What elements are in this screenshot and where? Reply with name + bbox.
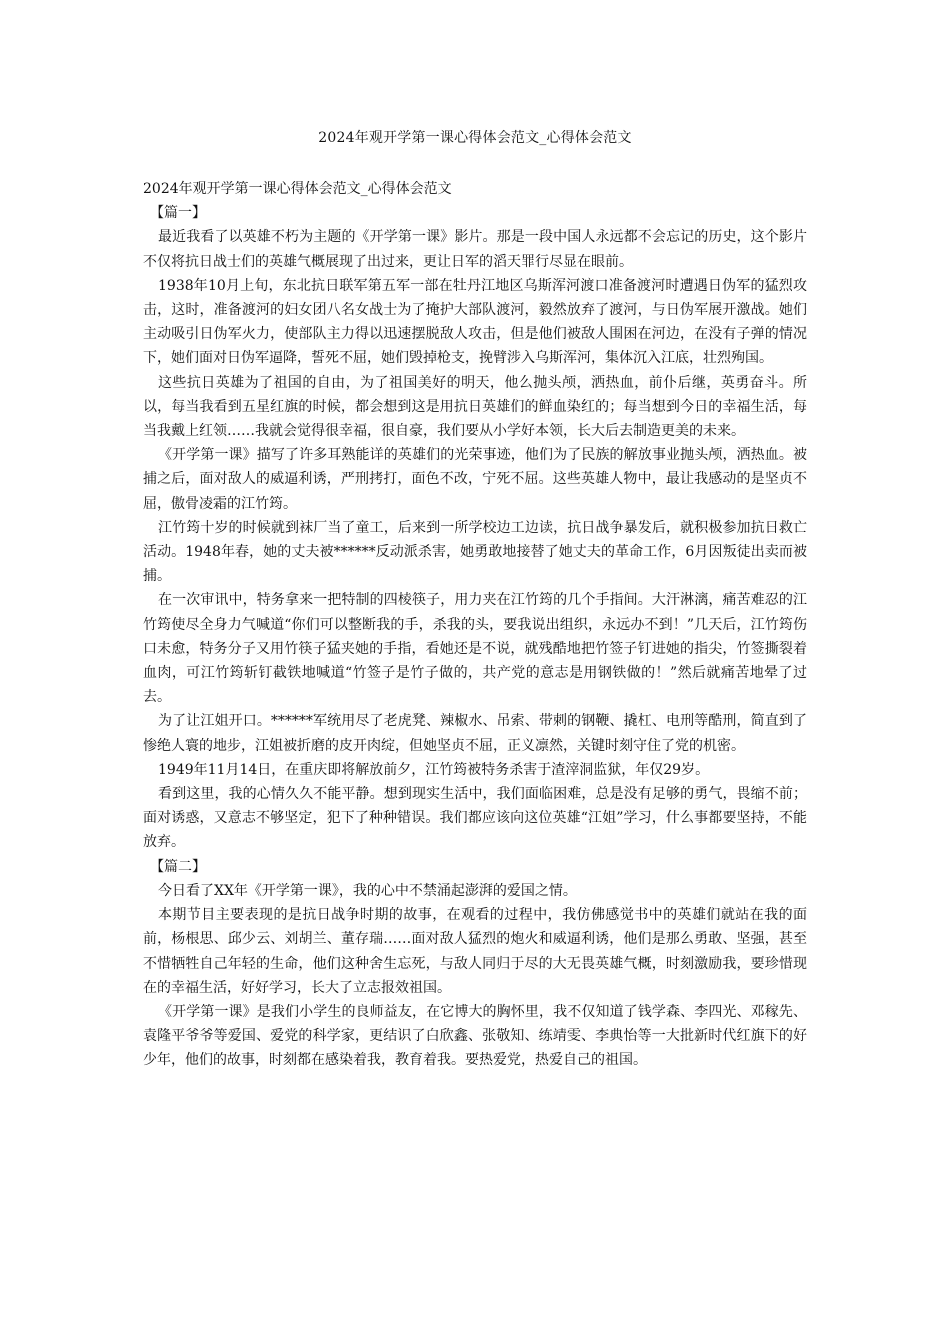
paragraph: 《开学第一课》是我们小学生的良师益友，在它博大的胸怀里，我不仅知道了钱学森、李四光、邓稼先、袁隆平爷爷等爱国、爱党的科学家，更结识了白欣鑫、张敬知、练靖雯、李典怡等一大批新时代红旗下的好少年，他们的故事，时刻都在感染着我，教育着我。要热爱党，热爱自己的祖国。: [143, 1003, 807, 1069]
document-title: 2024年观开学第一课心得体会范文_心得体会范文: [318, 130, 632, 146]
document-subtitle: 2024年观开学第一课心得体会范文_心得体会范文: [143, 181, 452, 197]
paragraph: 看到这里，我的心情久久不能平静。想到现实生活中，我们面临困难，总是没有足够的勇气，畏缩不前；面对诱惑，又意志不够坚定，犯下了种种错误。我们都应该向这位英雄“江姐”学习，什么事都要坚持，不能放弃。: [143, 786, 807, 851]
paragraph: 1938年10月上旬，东北抗日联军第五军一部在牡丹江地区乌斯浑河渡口准备渡河时遭遇日伪军的猛烈攻击，这时，准备渡河的妇女团八名女战士为了掩护大部队渡河，毅然放弃了渡河，与日伪军展开激战。她们主动吸引日伪军火力，使部队主力得以迅速摆脱敌人攻击，但是他们被敌人围困在河边，在没有子弹的情况下，她们面对日伪军逼降，誓死不屈，她们毁掉枪支，挽臂涉入乌斯浑河，集体沉入江底，壮烈殉国。: [143, 277, 807, 367]
section-label-2: 【篇二】: [150, 858, 206, 875]
section-label-1: 【篇一】: [150, 205, 206, 222]
paragraph: 江竹筠十岁的时候就到袜厂当了童工，后来到一所学校边工边读，抗日战争暴发后，就积极参加抗日救亡活动。1948年春，她的丈夫被******反动派杀害，她勇敢地接替了她丈夫的革命工作，6月因叛徒出卖而被捕。: [143, 519, 807, 585]
paragraph: 《开学第一课》描写了许多耳熟能详的英雄们的光荣事迹，他们为了民族的解放事业抛头颅，洒热血。被捕之后，面对敌人的威逼利诱，严刑拷打，面色不改，宁死不屈。这些英雄人物中，最让我感动的是坚贞不屈，傲骨凌霜的江竹筠。: [143, 447, 807, 512]
paragraph: 为了让江姐开口。******军统用尽了老虎凳、辣椒水、吊索、带刺的钢鞭、撬杠、电刑等酷刑，简直到了惨绝人寰的地步，江姐被折磨的皮开肉绽，但她坚贞不屈，正义凛然，关键时刻守住了党的机密。: [143, 713, 807, 754]
paragraph: 这些抗日英雄为了祖国的自由，为了祖国美好的明天，他么抛头颅，洒热血，前仆后继，英勇奋斗。所以，每当我看到五星红旗的时候，都会想到这是用抗日英雄们的鲜血染红的；每当想到今日的幸福生活，每当我戴上红领……我就会觉得很幸福，很自豪，我们要从小学好本领，长大后去制造更美的未来。: [143, 374, 807, 440]
paragraph: 本期节目主要表现的是抗日战争时期的故事，在观看的过程中，我仿佛感觉书中的英雄们就站在我的面前，杨根思、邱少云、刘胡兰、董存瑞……面对敌人猛烈的炮火和威逼利诱，他们是那么勇敢、坚强，甚至不惜牺牲自己年轻的生命，他们这种舍生忘死，与敌人同归于尽的大无畏英雄气概，时刻激励我，要珍惜现在的幸福生活，好好学习，长大了立志报效祖国。: [143, 907, 807, 996]
paragraph: 在一次审讯中，特务拿来一把特制的四棱筷子，用力夹在江竹筠的几个手指间。大汗淋漓，痛苦难忍的江竹筠使尽全身力气喊道“你们可以整断我的手，杀我的头，要我说出组织，永远办不到！”几天后，江竹筠伤口未愈，特务分子又用竹筷子猛夹她的手指，看她还是不说，就残酷地把竹签子钉进她的指尖，竹签撕裂着血肉，可江竹筠斩钉截铁地喊道“竹签子是竹子做的，共产党的意志是用钢铁做的！”然后就痛苦地晕了过去。: [143, 592, 807, 706]
paragraph: 最近我看了以英雄不朽为主题的《开学第一课》影片。那是一段中国人永远都不会忘记的历史，这个影片不仅将抗日战士们的英雄气概展现了出过来，更让日军的滔天罪行尽显在眼前。: [143, 229, 807, 270]
paragraph: 1949年11月14日，在重庆即将解放前夕，江竹筠被特务杀害于渣滓洞监狱，年仅29岁。: [158, 761, 710, 778]
paragraph: 今日看了XX年《开学第一课》，我的心中不禁涌起澎湃的爱国之情。: [158, 882, 577, 899]
document-body: [143, 177, 807, 1073]
